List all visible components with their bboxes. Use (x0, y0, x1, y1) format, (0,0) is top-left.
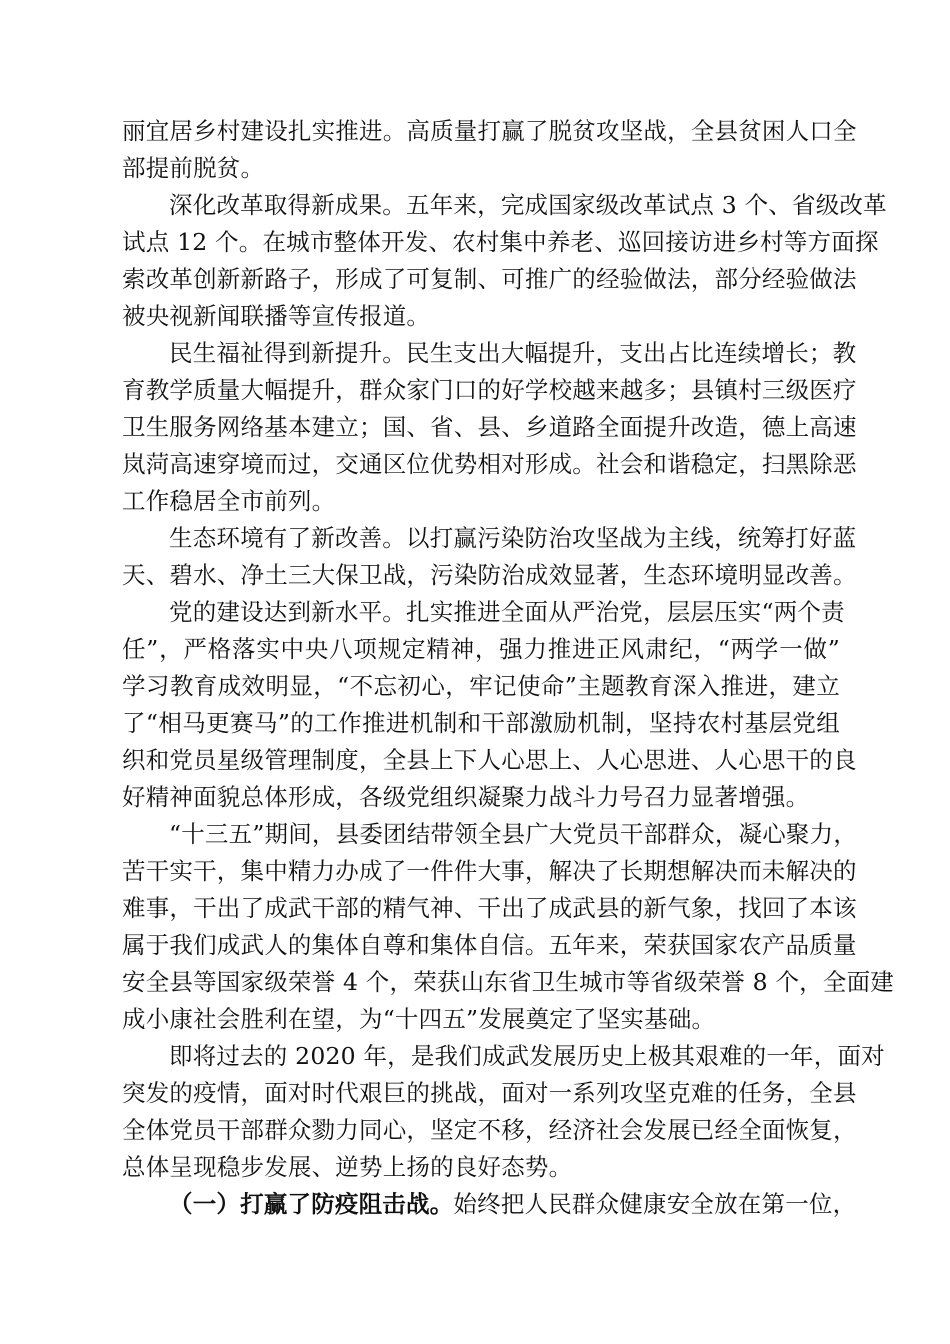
text-line: 育教学质量大幅提升，群众家门口的好学校越来越多；县镇村三级医疗 (122, 376, 857, 404)
paragraph-first-line: 党的建设达到新水平。扎实推进全面从严治党，层层压实“两个责 (169, 598, 845, 626)
text-line: 学习教育成效明显，“不忘初心，牢记使命”主题教育深入推进，建立 (122, 672, 840, 700)
text-line: 突发的疫情，面对时代艰巨的挑战，面对一系列攻坚克难的任务，全县 (122, 1079, 857, 1107)
text-line: 难事，干出了成武干部的精气神、干出了成武县的新气象，找回了本该 (122, 894, 857, 922)
text-line: 总体呈现稳步发展、逆势上扬的良好态势。 (122, 1153, 573, 1181)
text-line: 索改革创新新路子，形成了可复制、可推广的经验做法，部分经验做法 (122, 265, 857, 293)
text-line: 任”，严格落实中央八项规定精神，强力推进正风肃纪，“两学一做” (122, 635, 840, 663)
paragraph-first-line: 民生福祉得到新提升。民生支出大幅提升，支出占比连续增长；教 (169, 339, 857, 367)
text-line: 属于我们成武人的集体自尊和集体自信。五年来，荣获国家农产品质量 (122, 931, 857, 959)
paragraph-first-line: “十三五”期间，县委团结带领全县广大党员干部群众，凝心聚力， (169, 820, 858, 848)
text-line: 丽宜居乡村建设扎实推进。高质量打赢了脱贫攻坚战，全县贫困人口全 (122, 117, 857, 145)
text-line: 成小康社会胜利在望，为“十四五”发展奠定了坚实基础。 (122, 1005, 716, 1033)
paragraph-first-line: 深化改革取得新成果。五年来，完成国家级改革试点 3 个、省级改革 (169, 191, 887, 219)
text-line: 织和党员星级管理制度，全县上下人心思上、人心思进、人心思干的良 (122, 746, 857, 774)
text-line: 天、碧水、净土三大保卫战，污染防治成效显著，生态环境明显改善。 (122, 561, 857, 589)
text-line: 卫生服务网络基本建立；国、省、县、乡道路全面提升改造，德上高速 (122, 413, 857, 441)
text-line: 被央视新闻联播等宣传报道。 (122, 302, 431, 330)
text-line: 工作稳居全市前列。 (122, 487, 336, 515)
text-line: 好精神面貌总体形成，各级党组织凝聚力战斗力号召力显著增强。 (122, 783, 810, 811)
text-line: 了“相马更赛马”的工作推进机制和干部激励机制，坚持农村基层党组 (122, 709, 840, 737)
section-heading-line (122, 1186, 857, 1223)
text-line: 安全县等国家级荣誉 4 个，荣获山东省卫生城市等省级荣誉 8 个，全面建 (122, 968, 894, 996)
section-heading: （一）打赢了防疫阻击战。 (169, 1190, 454, 1218)
section-text: 始终把人民群众健康安全放在第一位， (453, 1190, 857, 1218)
paragraph-first-line: 即将过去的 2020 年，是我们成武发展历史上极其艰难的一年，面对 (169, 1042, 885, 1070)
text-line: 苦干实干，集中精力办成了一件件大事，解决了长期想解决而未解决的 (122, 857, 857, 885)
paragraph-first-line: 生态环境有了新改善。以打赢污染防治攻坚战为主线，统筹打好蓝 (169, 524, 857, 552)
text-line: 部提前脱贫。 (122, 154, 265, 182)
document-body (122, 113, 894, 1223)
text-line: 全体党员干部群众勠力同心，坚定不移，经济社会发展已经全面恢复， (122, 1116, 857, 1144)
text-line: 试点 12 个。在城市整体开发、农村集中养老、巡回接访进乡村等方面探 (122, 228, 879, 256)
text-line: 岚菏高速穿境而过，交通区位优势相对形成。社会和谐稳定，扫黑除恶 (122, 450, 857, 478)
